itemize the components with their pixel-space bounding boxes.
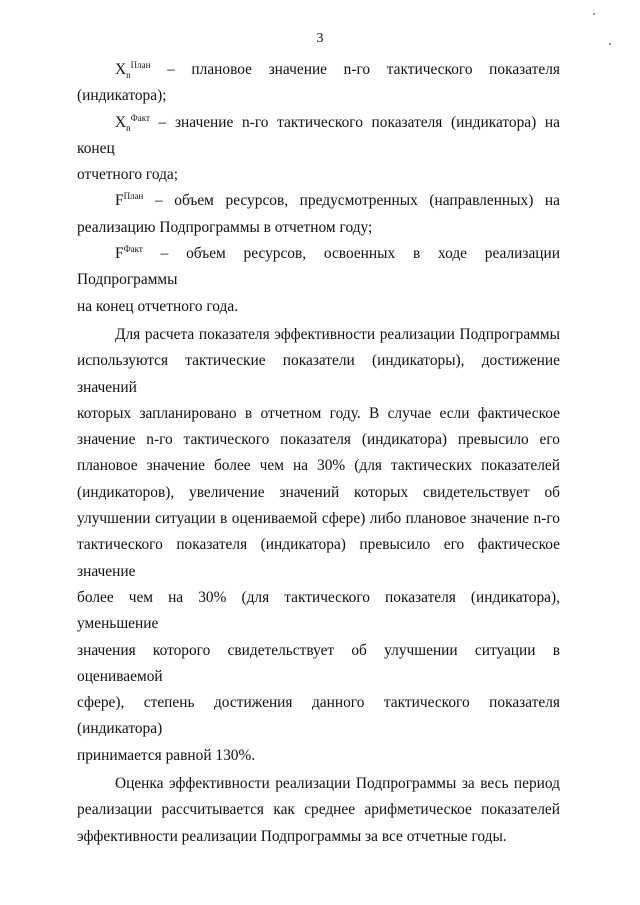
symbol: X xyxy=(115,61,127,78)
symbol-subscript: n xyxy=(126,122,131,133)
definition-line xyxy=(77,57,560,83)
paragraph-line: которых запланировано в отчетном году. В случае если фактическое xyxy=(77,404,560,422)
definition-f-plan xyxy=(77,188,560,241)
paragraph-line: значение n-го тактического показателя (индикатора) превысило его xyxy=(77,431,560,449)
paragraph-line: Для расчета показателя эффективности реализации Подпрограммы xyxy=(115,325,560,343)
definition-line: (индикатора); xyxy=(77,87,167,105)
paragraph-line: плановое значение более чем на 30% (для тактических показателей xyxy=(77,457,560,475)
symbol-superscript: Факт xyxy=(130,112,150,123)
paragraph-line: сфере), степень достижения данного тактического показателя (индикатора) xyxy=(77,694,560,738)
symbol: F xyxy=(115,245,124,263)
paragraph-line: принимается равной 130%. xyxy=(77,746,256,764)
definition-x-plan xyxy=(77,57,560,110)
definition-line xyxy=(77,110,560,163)
paragraph-line: Оценка эффективности реализации Подпрограммы за весь период xyxy=(115,775,560,793)
paragraph-line: значения которого свидетельствует об улучшении ситуации в оцениваемой xyxy=(77,641,560,685)
paragraph-line: реализации рассчитывается как среднее арифметическое показателей xyxy=(77,801,560,819)
page-number: 3 xyxy=(316,31,324,46)
paragraph-line: (индикаторов), увеличение значений которых свидетельствует об xyxy=(77,483,560,501)
paragraph-calculation xyxy=(77,322,560,769)
symbol-subscript: n xyxy=(126,70,131,81)
definition-line xyxy=(77,241,560,294)
definition-x-fact xyxy=(77,110,560,189)
scan-speck xyxy=(609,43,611,45)
symbol-superscript: План xyxy=(130,59,151,70)
paragraph-line: улучшении ситуации в оцениваемой сфере) либо плановое значение n-го xyxy=(77,510,560,528)
document-body xyxy=(77,57,560,850)
paragraph-line: используются тактические показатели (индикаторы), достижение значений xyxy=(77,352,560,396)
symbol: X xyxy=(115,113,127,131)
definition-text: – значение n-го тактического показателя (индикатора) на конец xyxy=(77,113,560,157)
definition-line: реализацию Подпрограммы в отчетном году; xyxy=(77,218,373,236)
symbol-superscript: Факт xyxy=(123,243,143,254)
definition-text: – объем ресурсов, предусмотренных (направленных) на xyxy=(143,192,560,210)
definition-f-fact xyxy=(77,241,560,320)
paragraph-line: эффективности реализации Подпрограммы за все отчетные годы. xyxy=(77,827,507,845)
paragraph-line: более чем на 30% (для тактического показателя (индикатора), уменьшение xyxy=(77,588,560,633)
definition-text: – плановое значение n-го тактического показателя xyxy=(150,61,560,78)
symbol-superscript: План xyxy=(123,191,144,202)
paragraph-line: тактического показателя (индикатора) превысило его фактическое значение xyxy=(77,536,560,580)
scan-speck xyxy=(593,13,595,15)
definition-text: – объем ресурсов, освоенных в ходе реализации Подпрограммы xyxy=(77,245,560,289)
definition-line xyxy=(77,188,560,214)
paragraph-evaluation xyxy=(77,771,560,850)
definition-line: отчетного года; xyxy=(77,166,179,184)
symbol: F xyxy=(115,192,124,210)
definition-line: на конец отчетного года. xyxy=(77,297,239,315)
